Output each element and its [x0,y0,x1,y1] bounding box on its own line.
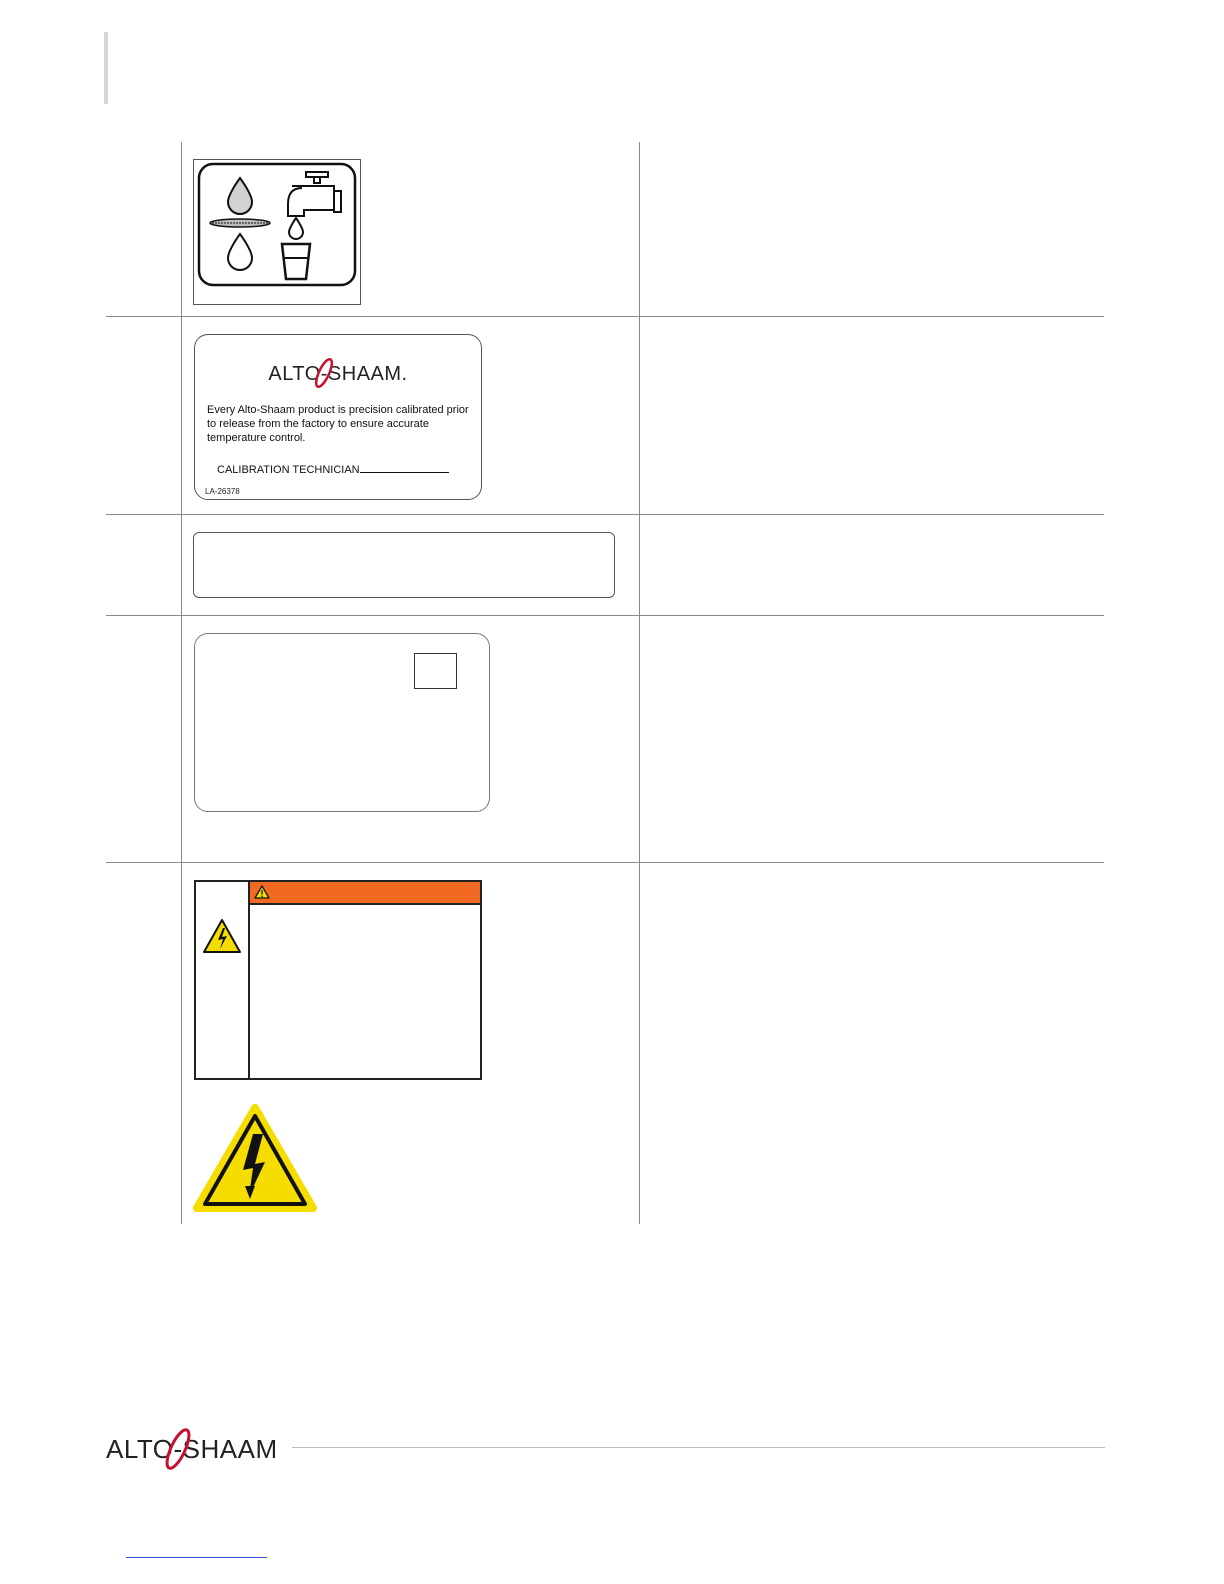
logo-wordmark: ALTO-SHAAM. [268,363,408,385]
table-row-divider [106,514,1104,515]
table-column-divider [181,142,182,1224]
drain-instruction-graphic [194,160,360,304]
table-column-divider [639,142,640,1224]
footer-logo-wordmark: ALTO-SHAAM. [106,1434,278,1464]
checkbox-label [194,633,490,812]
signature-line [360,463,449,473]
calibration-technician-label: CALIBRATION TECHNICIAN [217,464,360,476]
footer-rule [292,1447,1105,1448]
hazard-symbol [193,1104,317,1219]
calibration-technician-field [217,463,449,476]
footer-link-underline[interactable] [126,1557,267,1558]
table-row-divider [106,615,1104,616]
footer-logo [106,1424,278,1472]
table-row-divider [106,862,1104,863]
table-row-divider [106,316,1104,317]
blank-label [193,532,615,598]
alto-shaam-logo [106,1424,278,1472]
page-header-bar [104,32,108,104]
label-part-number: LA-26378 [205,487,240,496]
warning-header-bar [250,882,480,905]
screen-filter-icon [210,219,270,227]
electrical-hazard-icon [202,918,242,954]
label-square-box [414,653,457,689]
calibration-label [194,334,482,500]
calibration-statement: Every Alto-Shaam product is precision calibrated prior to release from the factory to ensure accurate temperature control. [207,404,469,444]
warning-label [194,880,482,1080]
alto-shaam-logo [195,349,481,389]
warning-side-panel [196,882,250,1078]
warning-triangle-icon [254,885,270,899]
cup-icon [282,244,310,279]
electrical-hazard-icon [193,1104,317,1214]
drain-instruction-label [193,159,361,305]
